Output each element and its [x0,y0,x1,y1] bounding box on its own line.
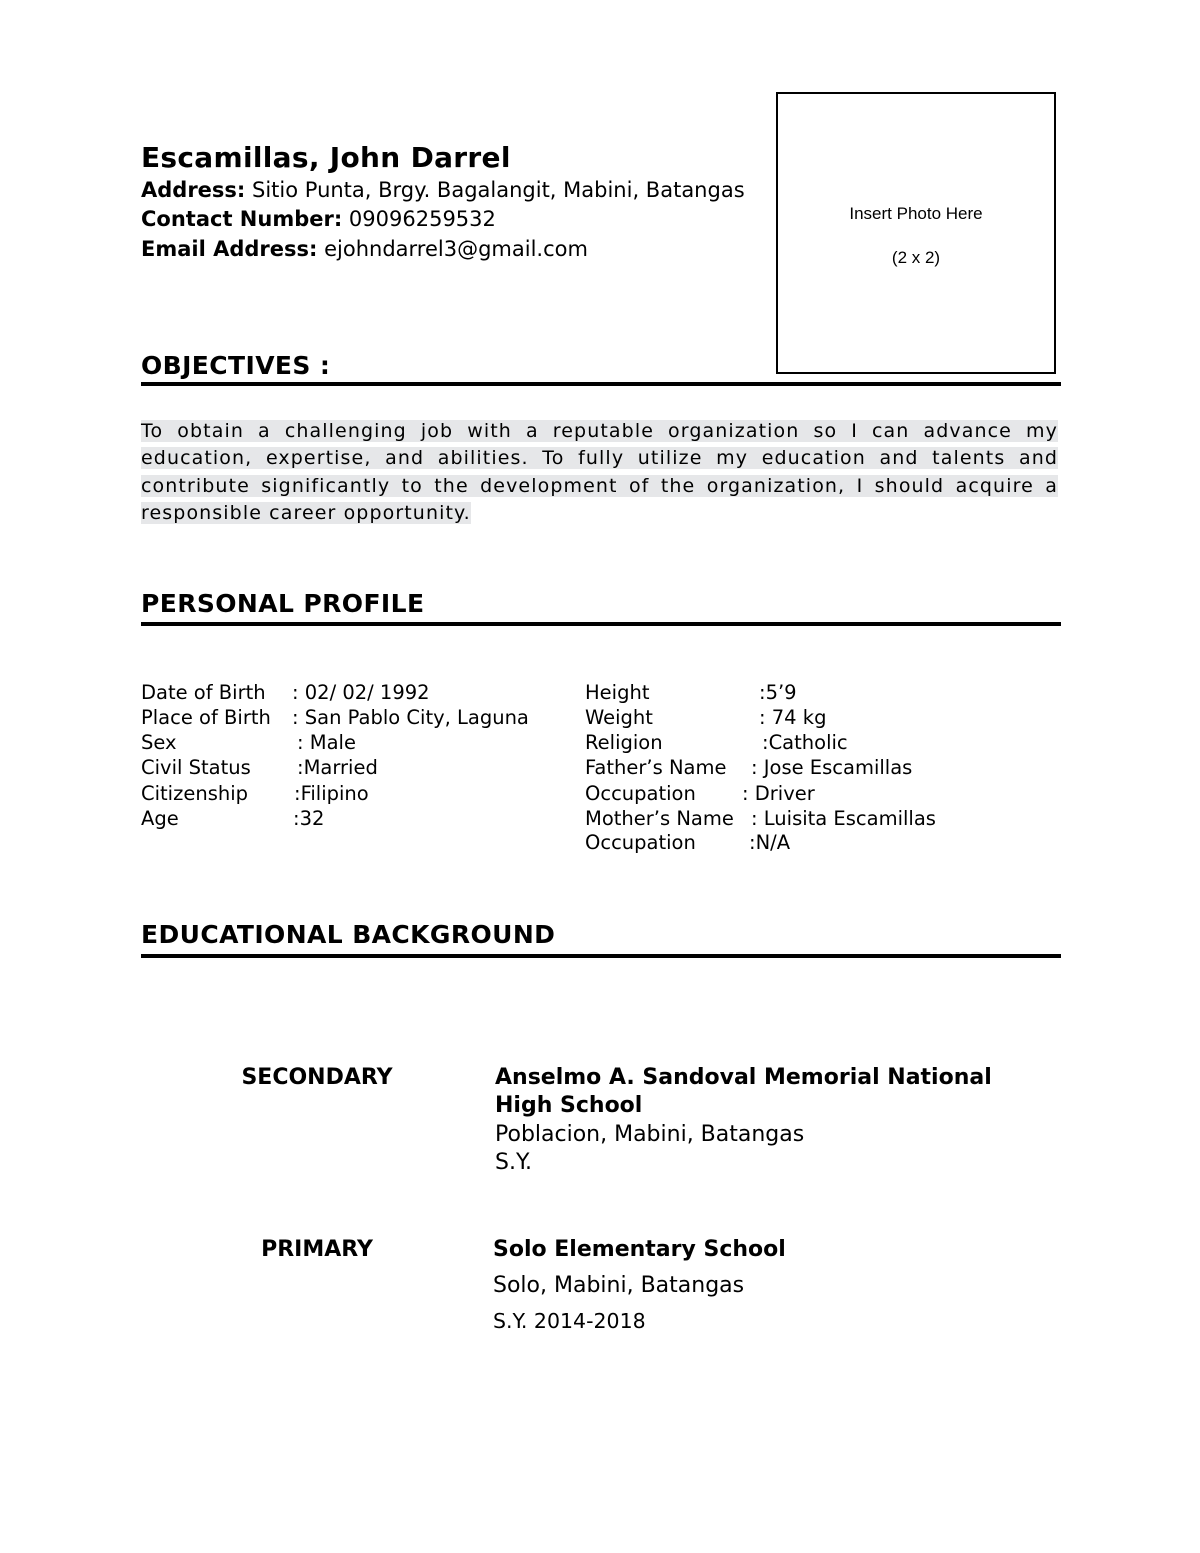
email-value: ejohndarrel3@gmail.com [324,237,588,261]
profile-value: : Male [297,731,356,754]
email-line [141,237,774,261]
profile-label: Height [585,681,650,704]
profile-value: :5’9 [759,681,797,704]
profile-label: Sex [141,731,177,754]
secondary-school-year: S.Y. [495,1150,532,1175]
profile-heading: PERSONAL PROFILE [141,589,425,618]
address-label: Address: [141,178,246,202]
profile-value: : Driver [742,782,815,805]
applicant-name: Escamillas, John Darrel [141,141,511,174]
contact-label: Contact Number: [141,207,343,231]
profile-value: : Luisita Escamillas [751,807,936,830]
objective-paragraph [141,418,1058,528]
photo-placeholder [776,92,1056,374]
profile-label: Date of Birth [141,681,266,704]
secondary-location: Poblacion, Mabini, Batangas [495,1122,805,1147]
photo-placeholder-text: Insert Photo Here [849,204,983,223]
primary-location: Solo, Mabini, Batangas [493,1273,745,1298]
secondary-school-name [495,1065,992,1090]
profile-label: Religion [585,731,663,754]
secondary-school-line2: High School [495,1093,643,1118]
profile-value: : 02/ 02/ 1992 [292,681,430,704]
objective-text: To obtain a challenging job with a reputable organization so I can advance my education, expertise, and abilities. To fully utilize my education and talents and contribute significantly to the development of the organization, I should acquire a responsible career opportunity. [141,420,1058,525]
profile-value: :Filipino [294,782,369,805]
address-line [141,178,774,202]
address-value: Sitio Punta, Brgy. Bagalangit, Mabini, Batangas [252,178,745,202]
profile-divider [141,622,1061,626]
primary-label: PRIMARY [261,1237,373,1262]
profile-label: Weight [585,706,653,729]
secondary-label: SECONDARY [241,1065,393,1090]
profile-label: Occupation [585,831,696,854]
profile-value: :Catholic [762,731,848,754]
primary-school-text: Solo Elementary School [493,1237,786,1262]
profile-label: Place of Birth [141,706,271,729]
secondary-school-name-cont [495,1093,642,1118]
profile-label: Civil Status [141,756,251,779]
photo-size-text: (2 x 2) [891,248,941,267]
contact-value: 09096259532 [348,207,496,231]
objectives-divider [141,382,1061,386]
profile-value: :Married [297,756,378,779]
primary-school-name [493,1237,786,1262]
contact-line [141,207,774,231]
profile-label: Occupation [585,782,696,805]
objectives-heading: OBJECTIVES : [141,351,331,380]
profile-value: : 74 kg [759,706,827,729]
education-heading: EDUCATIONAL BACKGROUND [141,920,556,949]
email-label: Email Address: [141,237,318,261]
profile-label: Age [141,807,179,830]
profile-value: : San Pablo City, Laguna [292,706,529,729]
secondary-school-line1: Anselmo A. Sandoval Memorial National [495,1065,992,1090]
education-divider [141,954,1061,958]
profile-label: Mother’s Name [585,807,734,830]
profile-value: :32 [293,807,325,830]
profile-value: :N/A [749,831,791,854]
profile-label: Citizenship [141,782,249,805]
profile-label: Father’s Name [585,756,727,779]
profile-value: : Jose Escamillas [751,756,913,779]
primary-school-year: S.Y. 2014-2018 [493,1309,646,1333]
